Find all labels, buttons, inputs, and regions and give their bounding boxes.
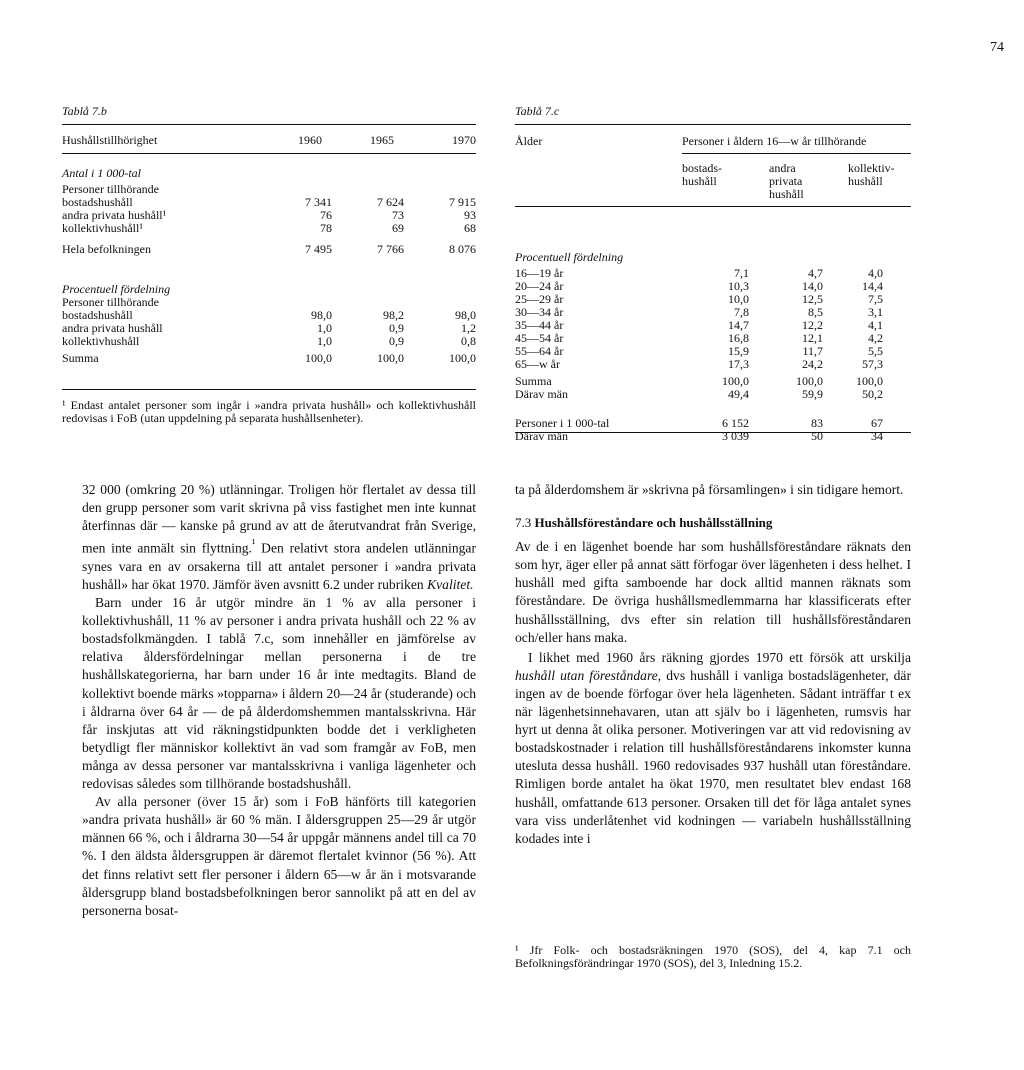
table-c-bottom-rule (515, 432, 911, 433)
table-b-section2-title: Procentuell fördelning (62, 282, 171, 296)
table-c-subheader-1: bostads- hushåll (682, 161, 722, 188)
table-b-bottom-rule (62, 389, 476, 390)
table-row: 35—44 år 14,7 12,2 4,1 (515, 318, 883, 332)
table-b-top-rule (62, 124, 476, 125)
table-c (515, 251, 883, 443)
right-paragraph-2: I likhet med 1960 års räkning gjordes 1970 ett försök att urskilja hushåll utan föreståndare, dvs hushåll i vanliga bostadslägenheter, där ingen av de boende förfogar över hela lägenheten. Sådant inträffar t ex när lägenhetsinnehavaren, utan att själv bo i lägenheten, rumsvis har hyrt ut denna åt olika personer. Motiveringen var att vid redovisning av bostadskostnader i relation till hushållsföreståndarens inkomster kunna utesluta dessa hushåll. 1960 redovisades 937 hushåll utan föreståndare. Rimligen borde antalet ha ökat 1970, men resultatet blev endast 168 hushåll, omfattande 613 personer. Orsaken till det för låga antalet synes vara viss underlåtenhet vid kodningen — variabeln hushållsställning kodades inte i (515, 649, 911, 846)
table-c-subheader-2: andra privata hushåll (769, 161, 804, 201)
table-c-section-title: Procentuell fördelning (515, 250, 624, 264)
table-b-header-rule (62, 153, 476, 154)
table-b-header-1970: 1970 (452, 133, 476, 147)
table-b-footnote: ¹ Endast antalet personer som ingår i »andra privata hushåll» och kollektivhushåll redovisas i FoB (utan uppdelning på separata hushållsenheter). (62, 398, 476, 425)
table-b-group-label-2: Personer tillhörande (62, 295, 159, 309)
table-c-super-header: Personer i åldern 16—w år tillhörande (682, 134, 867, 148)
section-heading-7-3: 7.3 Hushållsföreståndare och hushållsställning (515, 515, 773, 531)
table-c-darav1-row: Därav män 49,4 59,9 50,2 (515, 387, 883, 401)
table-b-total1-row: Hela befolkningen 7 495 7 766 8 076 (62, 242, 476, 256)
right-paragraph-0: ta på ålderdomshem är »skrivna på församlingen» i sin tidigare hemort. (515, 482, 904, 497)
table-b-group-label: Personer tillhörande (62, 182, 159, 196)
left-body-column (82, 481, 476, 920)
table-c-darav2-row: Därav män 3 039 50 34 (515, 429, 883, 443)
table-c-caption: Tablå 7.c (515, 104, 560, 118)
table-b-section1-title: Antal i 1 000-tal (62, 166, 141, 180)
table-row: 30—34 år 7,8 8,5 3,1 (515, 305, 883, 319)
table-row: 16—19 år 7,1 4,7 4,0 (515, 266, 883, 280)
table-c-summa-row: Summa 100,0 100,0 100,0 (515, 374, 883, 388)
table-c-top-rule (515, 124, 911, 125)
table-c-col0-header: Ålder (515, 134, 543, 148)
table-row: bostadshushåll 7 341 7 624 7 915 (62, 195, 476, 209)
table-row: 25—29 år 10,0 12,5 7,5 (515, 292, 883, 306)
table-row: kollektivhushåll¹ 78 69 68 (62, 221, 476, 235)
table-b-header-label: Hushållstillhörighet (62, 133, 158, 147)
table-row: andra privata hushåll¹ 76 73 93 (62, 208, 476, 222)
table-row: kollektivhushåll 1,0 0,9 0,8 (62, 334, 476, 348)
left-paragraph-3: Av alla personer (över 15 år) som i FoB hänförts till kategorien »andra privata hushåll» är 60 % män. I åldersgruppen 25—29 år utgör männen 66 %, och i åldrarna 30—54 år uppgår männens andel till ca 70 %. I den äldsta åldersgruppen är däremot flertalet kvinnor (56 %). Att det finns relativt sett fler personer i åldern 65—w år än i motsvarande åldersgrupp bland bostadsbefolkningen beror sannolikt på att en del av personerna bosat- (82, 794, 476, 918)
right-body-column (515, 481, 911, 848)
table-b (62, 134, 476, 365)
table-row: bostadshushåll 98,0 98,2 98,0 (62, 308, 476, 322)
table-c-header-rule (515, 206, 911, 207)
right-paragraph-1: Av de i en lägenhet boende har som hushållsföreståndare räknats den som hyr, äger eller på annat sätt förfogar över lägenheten i dess helhet. I hushåll med gifta samboende har dock alltid mannen räknats som föreståndare. De övriga hushållsmedlemmarna har klassificerats efter hushållsställning, dvs efter sin relation till hushållsföreståndaren och/eller hans maka. (515, 539, 911, 645)
table-b-total2-row: Summa 100,0 100,0 100,0 (62, 351, 476, 365)
table-c-pers1000-row: Personer i 1 000-tal 6 152 83 67 (515, 416, 883, 430)
table-row: 55—64 år 15,9 11,7 5,5 (515, 344, 883, 358)
table-b-header-1960: 1960 (298, 133, 322, 147)
table-c-super-rule (682, 153, 911, 154)
table-c-subheader-3: kollektiv- hushåll (848, 161, 895, 188)
table-b-caption: Tablå 7.b (62, 104, 107, 118)
table-b-header-row (62, 134, 476, 147)
left-paragraph-2: Barn under 16 år utgör mindre än 1 % av alla personer i kollektivhushåll, 11 % av personer i andra privata hushåll och 22 % av bostadsfolkmängden. I tablå 7.c, som innehåller en jämförelse av relativa åldersfördelningar mellan personerna i de tre hushållskategorierna, har barn under 16 år inte medtagits. Bland de kollektivt boende märks »topparna» i åldern 20—24 år (studerande) och i åldrarna över 64 år — de på ålderdomshemmen mantalsskrivna. Här får inskjutas att vid räkningstidpunkten bodde det i verkligheten betydligt fler människor kollektivt än vad som framgår av FoB, men många av dessa personer var mantalsskrivna i vanliga lägenheter och redovisas således som tillhörande bostadshushåll. (82, 595, 476, 792)
right-footnote: ¹ Jfr Folk- och bostadsräkningen 1970 (SOS), del 4, kap 7.1 och Befolkningsförändringar 1970 (SOS), del 3, Inledning 15.2. (515, 943, 911, 970)
table-row: andra privata hushåll 1,0 0,9 1,2 (62, 321, 476, 335)
left-paragraph-1: 32 000 (omkring 20 %) utlänningar. Troligen hör flertalet av dessa till den grupp personer som varit skrivna på viss fastighet men inte kunnat återfinnas där — kanske på grund av att de återutvandrat från Sverige, men inte anmält sin flyttning.$^{^1}$ Den relativt stora andelen utlänningar synes vara en av orsakerna till att antalet personer i »andra privata hushåll» har ökat 1970. Jämför även avsnitt 6.2 under rubriken Kvalitet. (82, 482, 476, 592)
page-number: 74 (990, 40, 1004, 55)
table-row: 45—54 år 16,8 12,1 4,2 (515, 331, 883, 345)
table-row: 65—w år 17,3 24,2 57,3 (515, 357, 883, 371)
table-b-header-1965: 1965 (370, 133, 394, 147)
table-row: 20—24 år 10,3 14,0 14,4 (515, 279, 883, 293)
